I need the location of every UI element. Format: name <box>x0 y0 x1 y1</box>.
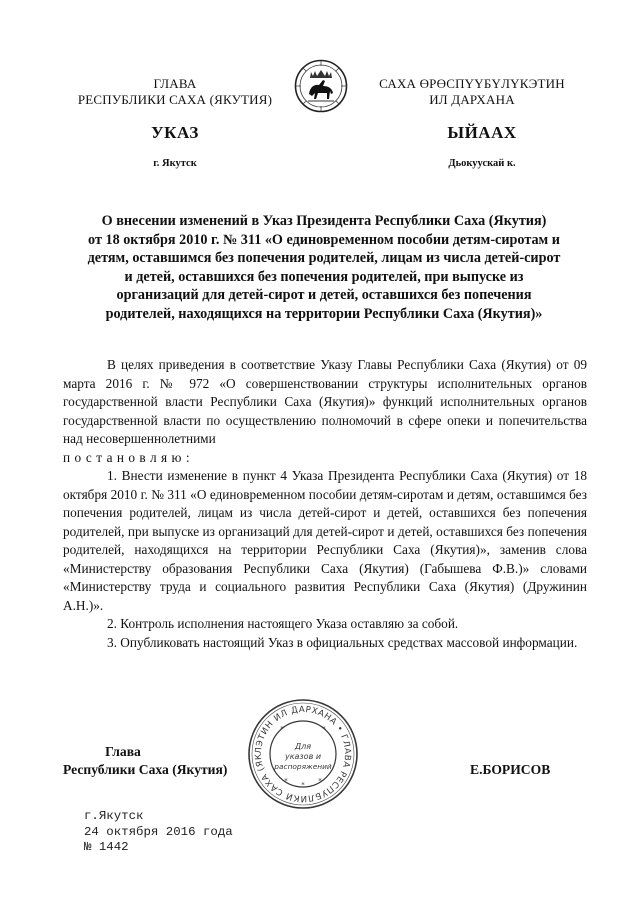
title-line: детям, оставшимся без попечения родителей, лицам из числа детей-сирот <box>87 250 561 266</box>
signature-title <box>63 743 273 779</box>
svg-text:*: * <box>301 781 305 789</box>
seal-center-line: Для <box>294 742 312 751</box>
item-1-paragraph: 1. Внести изменение в пункт 4 Указа Президента Республики Саха (Якутия) от 18 октября 2010 г. № 311 «О единовременном пособии детям-сиротам и детям, оставшимся без попечения родителей, лицам из числа детей-сирот и детей, оставшихся без попечения родителей, при выпуске из организаций для детей-сирот и детей, оставшихся без попечения родителей, находящихся на территории Республики Саха (Якутия)», заменив слова «Министерству образования Республики Саха (Якутия) (Габышева Ф.В.)» словами «Министерству труда и социального развития Республики Саха (Якутия) (Дружинин А.Н.)». <box>63 468 587 613</box>
signature-title-line1: Глава <box>105 744 141 759</box>
header-left-line2: РЕСПУБЛИКИ САХА (ЯКУТИЯ) <box>77 92 273 107</box>
header-right-line2: ИЛ ДАРХАНА <box>429 92 515 107</box>
seal-center-line: указов и <box>284 752 322 761</box>
doc-type-ru: УКАЗ <box>151 123 199 142</box>
svg-text:*: * <box>284 777 288 785</box>
item-3-paragraph: 3. Опубликовать настоящий Указ в официальных средствах массовой информации. <box>107 634 578 650</box>
official-seal-stamp <box>246 697 360 811</box>
header-right-line1: САХА ӨРӨСПҮҮБҮЛҮКЭТИН <box>379 76 565 91</box>
signer-name: Е.БОРИСОВ <box>470 762 551 777</box>
footer-number: № 1442 <box>84 840 129 854</box>
title-line: от 18 октября 2010 г. № 311 «О единовременном пособии детям-сиротам и <box>88 231 560 248</box>
svg-text:*: * <box>280 725 284 733</box>
title-line: и детей, оставшихся без попечения родителей, при выпуске из <box>124 268 524 285</box>
city-sakha: Дьокуускай к. <box>448 158 516 169</box>
footer-block <box>84 809 233 856</box>
svg-text:*: * <box>322 725 326 733</box>
city-ru: г. Якутск <box>153 158 197 169</box>
preamble-paragraph: В целях приведения в соответствие Указу Главы Республики Саха (Якутия) от 09 марта 2016 г. № 972 «О совершенствовании структуры исполнительных органов государственной власти Республики Саха (Якутия)» функций исполнительных органов государственной власти по осуществлению полномочий в сфере опеки и попечительства над несовершеннолетними <box>63 357 587 446</box>
coat-of-arms-emblem <box>294 58 348 114</box>
footer-place: г.Якутск <box>84 809 144 823</box>
title-line: организаций для детей-сирот и детей, оставшихся без попечения <box>116 287 532 303</box>
decree-word: постановляю: <box>63 449 194 465</box>
seal-center-line: распоряжений <box>274 762 332 771</box>
header-left-line1: ГЛАВА <box>153 76 197 91</box>
decree-body <box>63 356 587 652</box>
footer-date: 24 октября 2016 года <box>84 824 233 839</box>
svg-text:*: * <box>318 777 322 785</box>
item-2-paragraph: 2. Контроль исполнения настоящего Указа оставляю за собой. <box>107 616 459 631</box>
doc-type-sakha: ЫЙААХ <box>447 123 517 142</box>
title-line: родителей, находящихся на территории Республики Саха (Якутия)» <box>105 305 543 322</box>
signature-title-line2: Республики Саха (Якутия) <box>63 762 228 777</box>
seal-ring-text: ЛЭТИН ИЛ ДАРХАНА • ГЛАВА РЕСПУБЛИКИ САХА (ЯК <box>253 704 353 804</box>
header-right <box>352 76 592 108</box>
decree-title <box>62 212 586 323</box>
header-left <box>60 76 290 108</box>
title-line: О внесении изменений в Указ Президента Республики Саха (Якутия) <box>101 213 547 229</box>
